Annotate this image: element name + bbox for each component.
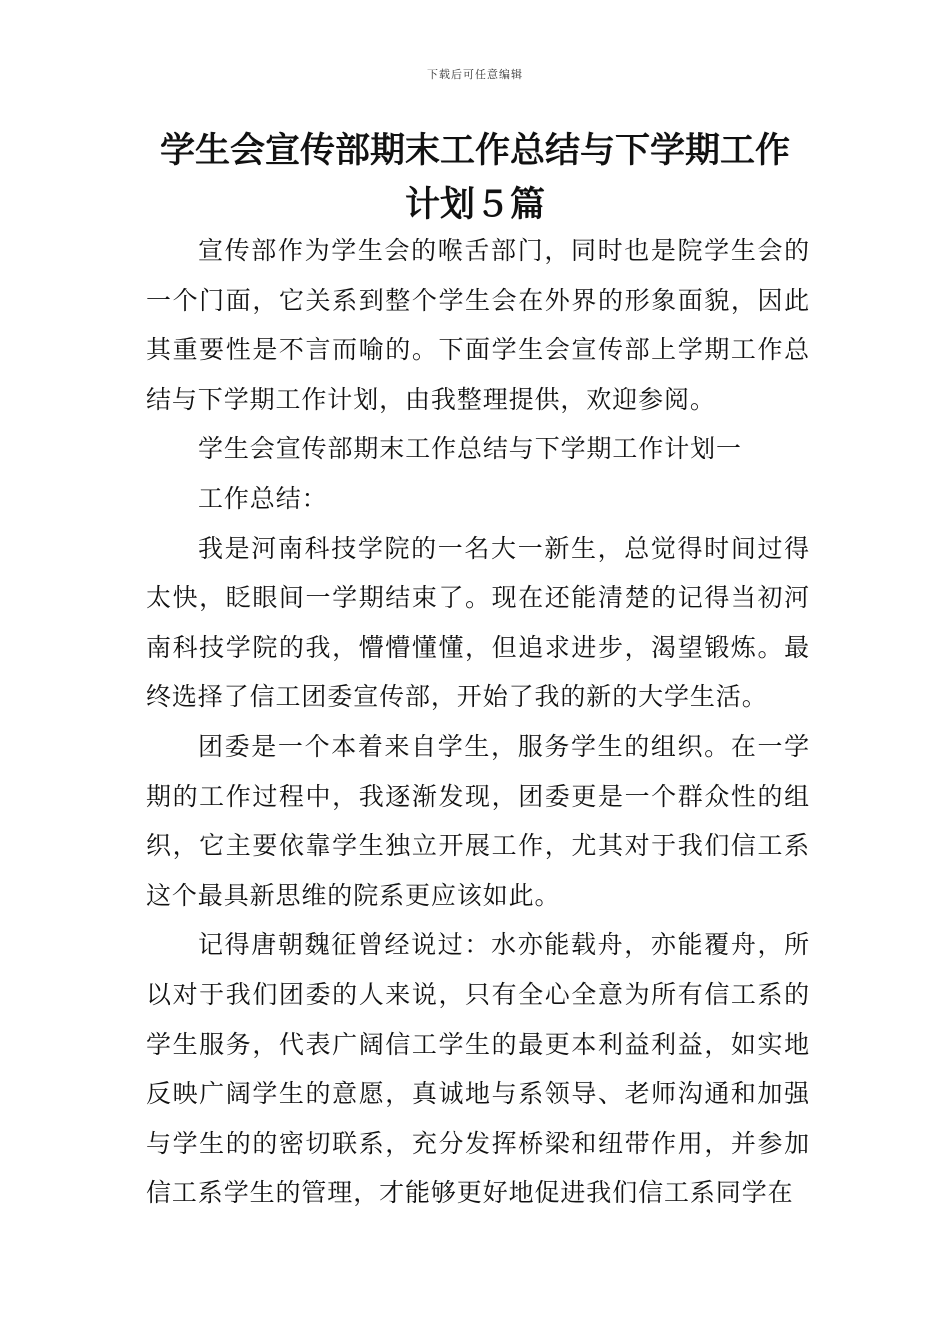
header-note: 下载后可任意编辑 [427, 68, 523, 81]
section-heading: 学生会宣传部期末工作总结与下学期工作计划一 [198, 434, 742, 464]
body-paragraph: 记得唐朝魏征曾经说过：水亦能载舟，亦能覆舟，所以对于我们团委的人来说，只有全心全意为所有信工系的学生服务，代表广阔信工学生的最更本利益利益，如实地反映广阔学生的意愿，真诚地与系领导、老师沟通和加强与学生的的密切联系，充分发挥桥梁和纽带作用，并参加信工系学生的管理，才能够更好地促进我们信工系同学在 [146, 930, 810, 1208]
body-paragraph: 我是河南科技学院的一名大一新生，总觉得时间过得太快，眨眼间一学期结束了。现在还能清楚的记得当初河南科技学院的我，懵懵懂懂，但追求进步，渴望锻炼。最终选择了信工团委宣传部，开始了我的新的大学生活。 [146, 533, 810, 712]
document-title: 学生会宣传部期末工作总结与下学期工作计划５篇 [159, 131, 790, 225]
subsection-heading: 工作总结： [198, 483, 328, 513]
intro-paragraph: 宣传部作为学生会的喉舌部门，同时也是院学生会的一个门面，它关系到整个学生会在外界的形象面貌，因此其重要性是不言而喻的。下面学生会宣传部上学期工作总结与下学期工作计划，由我整理提供，欢迎参阅。 [146, 236, 810, 414]
document-body [146, 226, 810, 1218]
body-paragraph: 团委是一个本着来自学生，服务学生的组织。在一学期的工作过程中，我逐渐发现，团委更是一个群众性的组织，它主要依靠学生独立开展工作，尤其对于我们信工系这个最具新思维的院系更应该如此。 [146, 731, 810, 910]
